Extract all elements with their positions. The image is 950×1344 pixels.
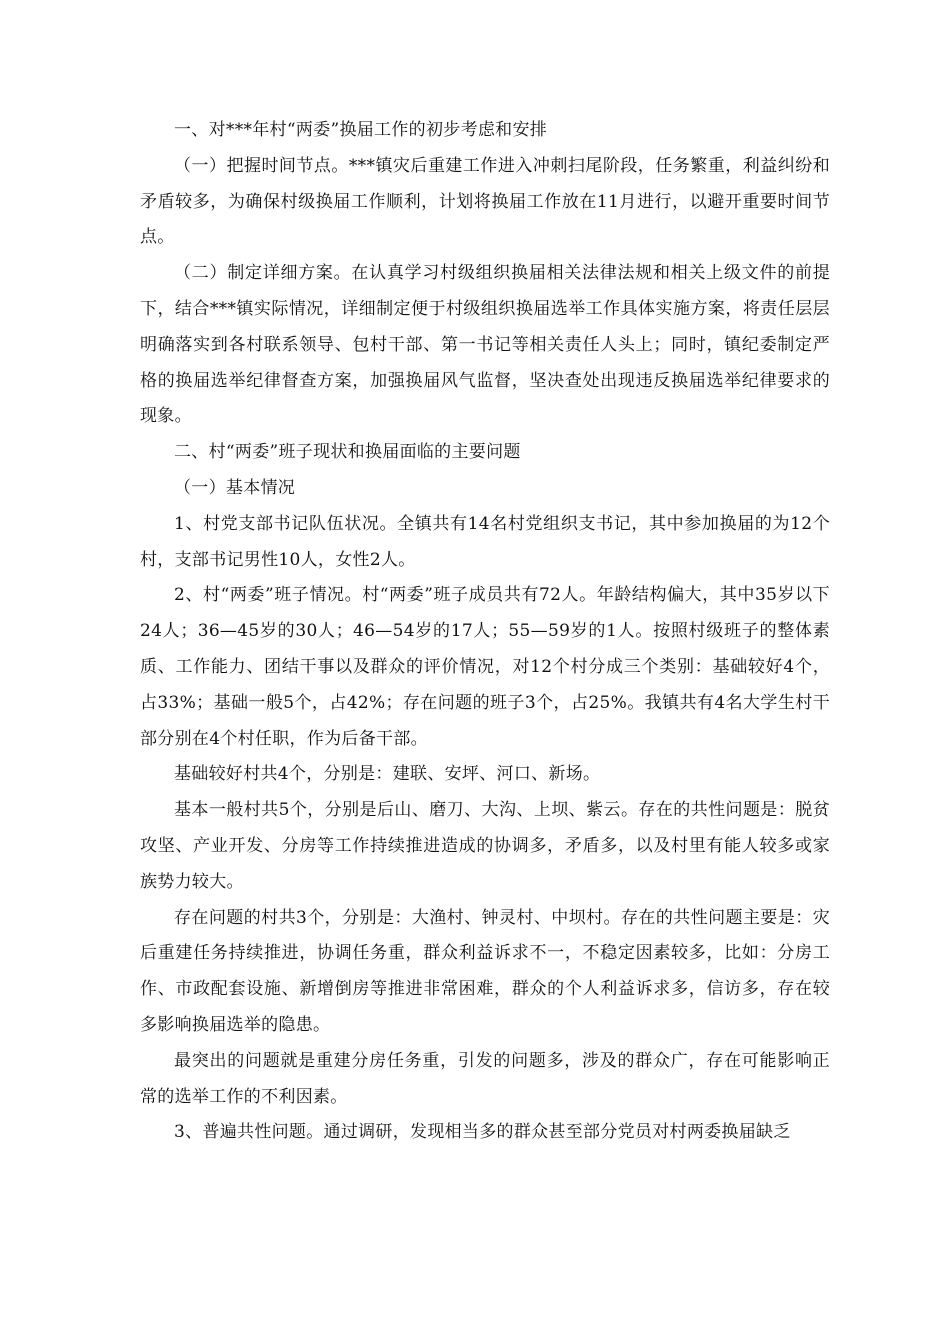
section-heading-1: 一、对***年村“两委”换届工作的初步考虑和安排 <box>174 120 548 140</box>
paragraph-time-node: （一）把握时间节点。***镇灾后重建工作进入冲刺扫尾阶段，任务繁重，利益纠纷和矛盾较多，为确保村级换届工作顺利，计划将换届工作放在11月进行，以避开重要时间节点。 <box>140 155 830 248</box>
subsection-heading-basic: （一）基本情况 <box>174 477 296 498</box>
paragraph-secretary-team: 1、村党支部书记队伍状况。全镇共有14名村党组织支书记，其中参加换届的为12个村，支部书记男性10人，女性2人。 <box>140 513 830 570</box>
document-body <box>140 113 830 1151</box>
paragraph-average-villages: 基本一般村共5个，分别是后山、磨刀、大沟、上坝、紫云。存在的共性问题是：脱贫攻坚、产业开发、分房等工作持续推进造成的协调多，矛盾多，以及村里有能人较多或家族势力较大。 <box>140 800 830 892</box>
paragraph-detailed-plan: （二）制定详细方案。在认真学习村级组织换届相关法律法规和相关上级文件的前提下，结合***镇实际情况，详细制定便于村级组织换届选举工作具体实施方案，将责任层层明确落实到各村联系领导、包村干部、第一书记等相关责任人头上；同时，镇纪委制定严格的换届选举纪律督查方案，加强换届风气监督，坚决查处出现违反换届选举纪律要求的现象。 <box>140 263 830 427</box>
paragraph-problem-villages: 存在问题的村共3个，分别是：大渔村、钟灵村、中坝村。存在的共性问题主要是：灾后重建任务持续推进，协调任务重，群众利益诉求不一，不稳定因素较多，比如：分房工作、市政配套设施、新增倒房等推进非常困难，群众的个人利益诉求多，信访多，存在较多影响换届选举的隐患。 <box>140 907 830 1035</box>
section-heading-2: 二、村“两委”班子现状和换届面临的主要问题 <box>174 442 521 463</box>
paragraph-common-issues: 3、普遍共性问题。通过调研，发现相当多的群众甚至部分党员对村两委换届缺乏 <box>174 1122 791 1143</box>
paragraph-committee-status: 2、村“两委”班子情况。村“两委”班子成员共有72人。年龄结构偏大，其中35岁以下24人；36—45岁的30人；46—54岁的17人；55—59岁的1人。按照村级班子的整体素质、工作能力、团结干事以及群众的评价情况，对12个村分成三个类别：基础较好4个，占33%；基础一般5个，占42%；存在问题的班子3个，占25%。我镇共有4名大学生村干部分别在4个村任职，作为后备干部。 <box>140 585 830 749</box>
paragraph-good-villages: 基础较好村共4个，分别是：建联、安坪、河口、新场。 <box>174 764 601 785</box>
paragraph-main-issue: 最突出的问题就是重建分房任务重，引发的问题多，涉及的群众广，存在可能影响正常的选举工作的不利因素。 <box>140 1050 830 1107</box>
